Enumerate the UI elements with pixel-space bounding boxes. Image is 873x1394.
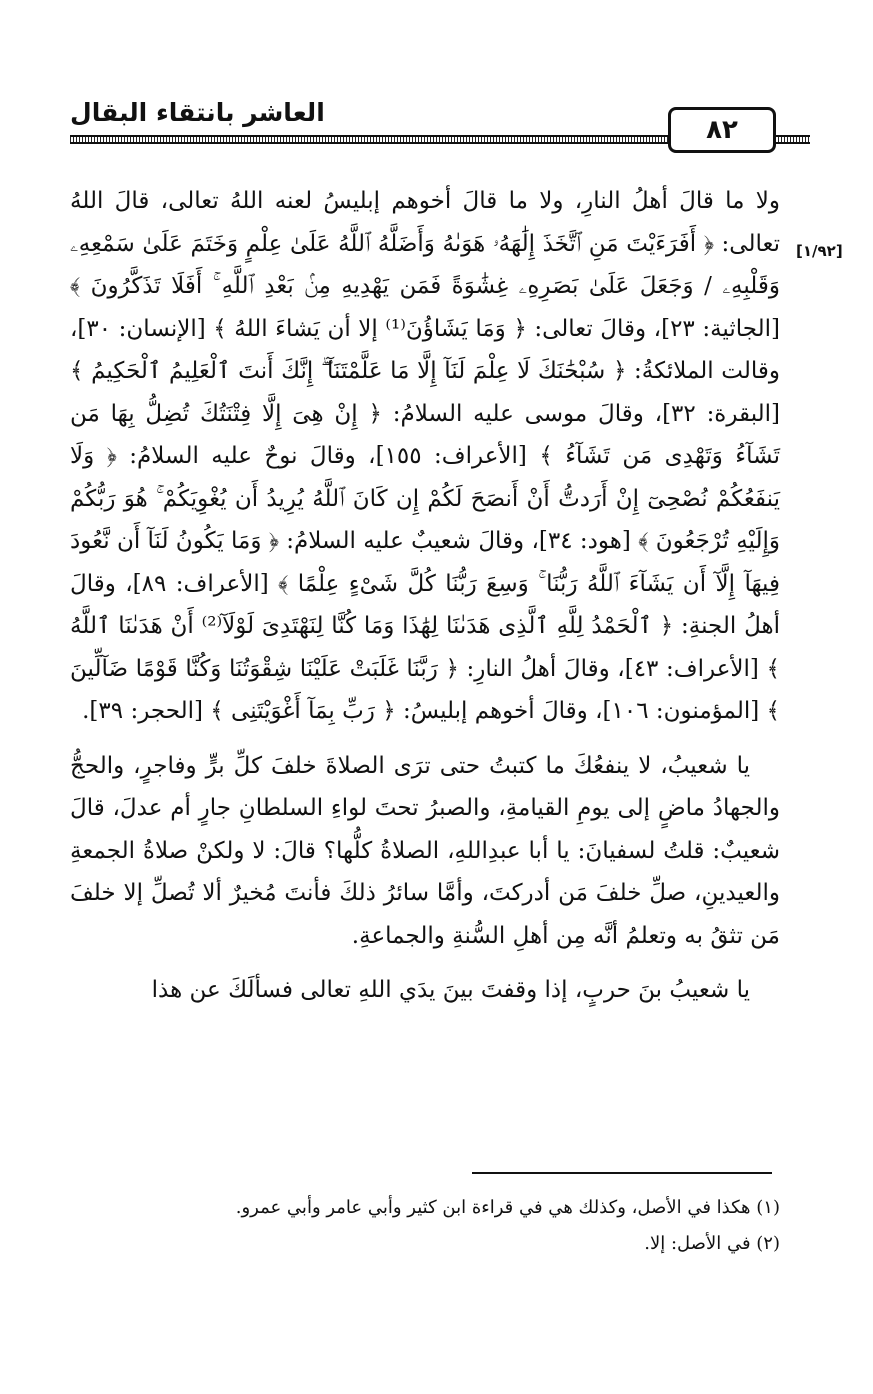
page-header: [70, 95, 810, 155]
paragraph: ولا ما قالَ أهلُ النارِ، ولا ما قالَ أخوهم إبليسُ لعنه اللهُ تعالى، قالَ اللهُ تعالى: ﴿ أَفَرَءَيْتَ مَنِ ٱتَّخَذَ إِلَٰهَهُۥ هَوَىٰهُ وَأَضَلَّهُ ٱللَّهُ عَلَىٰ عِلْمٍ وَخَتَمَ عَلَىٰ سَمْعِهِۦ وَقَلْبِهِۦ / وَجَعَلَ عَلَىٰ بَصَرِهِۦ غِشَٰوَةً فَمَن يَهْدِيهِ مِنۢ بَعْدِ ٱللَّهِ ۚ أَفَلَا تَذَكَّرُونَ ﴾ [الجاثية: ٢٣]، وقالَ تعالى: ﴿ وَمَا يَشَاؤُنَ⁽¹⁾ إلا أن يَشاءَ اللهُ ﴾ [الإنسان: ٣٠]، وقالت الملائكةُ: ﴿ سُبْحَٰنَكَ لَا عِلْمَ لَنَآ إِلَّا مَا عَلَّمْتَنَآ ۖ إِنَّكَ أَنتَ ٱلْعَلِيمُ ٱلْحَكِيمُ ﴾ [البقرة: ٣٢]، وقالَ موسى عليه السلامُ: ﴿ إِنْ هِىَ إِلَّا فِتْنَتُكَ تُضِلُّ بِهَا مَن تَشَآءُ وَتَهْدِى مَن تَشَآءُ ﴾ [الأعراف: ١٥٥]، وقالَ نوحٌ عليه السلامُ: ﴿ وَلَا يَنفَعُكُمْ نُصْحِىٓ إِنْ أَرَدتُّ أَنْ أَنصَحَ لَكُمْ إِن كَانَ ٱللَّهُ يُرِيدُ أَن يُغْوِيَكُمْ ۚ هُوَ رَبُّكُمْ وَإِلَيْهِ تُرْجَعُونَ ﴾ [هود: ٣٤]، وقالَ شعيبٌ عليه السلامُ: ﴿ وَمَا يَكُونُ لَنَآ أَن نَّعُودَ فِيهَآ إِلَّآ أَن يَشَآءَ ٱللَّهُ رَبُّنَا ۚ وَسِعَ رَبُّنَا كُلَّ شَىْءٍ عِلْمًا ﴾ [الأعراف: ٨٩]، وقالَ أهلُ الجنةِ: ﴿ ٱلْحَمْدُ لِلَّهِ ٱلَّذِى هَدَىٰنَا لِهَٰذَا وَمَا كُنَّا لِنَهْتَدِىَ لَوْلَآ⁽²⁾ أَنْ هَدَىٰنَا ٱللَّهُ ﴾ [الأعراف: ٤٣]، وقالَ أهلُ النارِ: ﴿ رَبَّنَا غَلَبَتْ عَلَيْنَا شِقْوَتُنَا وَكُنَّا قَوْمًا ضَآلِّينَ ﴾ [المؤمنون: ١٠٦]، وقالَ أخوهم إبليسُ: ﴿ رَبِّ بِمَآ أَغْوَيْتَنِى ﴾ [الحجر: ٣٩].: [70, 188, 781, 724]
margin-reference: [١/٩٢]: [796, 242, 843, 260]
footnote-separator: [472, 1172, 772, 1174]
main-text: [70, 180, 780, 1012]
paragraph: يا شعيبُ، لا ينفعُكَ ما كتبتُ حتى ترَى الصلاةَ خلفَ كلِّ برٍّ وفاجرٍ، والحجُّ والجهادُ ماضٍ إلى يومِ القيامةِ، والصبرُ تحتَ لواءِ السلطانِ جارٍ أم عدلَ، قالَ شعيبٌ: قلتُ لسفيانَ: يا أبا عبدِاللهِ، الصلاةُ كلُّها؟ قالَ: لا ولكنْ صلاةُ الجمعةِ والعيدينِ، صلِّ خلفَ مَن أدركتَ، وأمَّا سائرُ ذلكَ فأنتَ مُخيرٌ ألا تُصلِّ إلا خلفَ مَن تثقُ به وتعلمُ أنَّه مِن أهلِ السُّنةِ والجماعةِ.: [70, 752, 780, 949]
footnote: (١) هكذا في الأصل، وكذلك هي في قراءة ابن كثير وأبي عامر وأبي عمرو.: [235, 1197, 780, 1218]
paragraph: يا شعيبُ بنَ حربٍ، إذا وقفتَ بينَ يدَي اللهِ تعالى فسألَكَ عن هذا: [151, 977, 750, 1003]
page-number: ٨٢: [668, 107, 776, 153]
footnote: (٢) في الأصل: إلا.: [644, 1233, 780, 1254]
footnotes: [70, 1190, 780, 1262]
running-title: العاشر بانتقاء البقال: [70, 98, 325, 127]
